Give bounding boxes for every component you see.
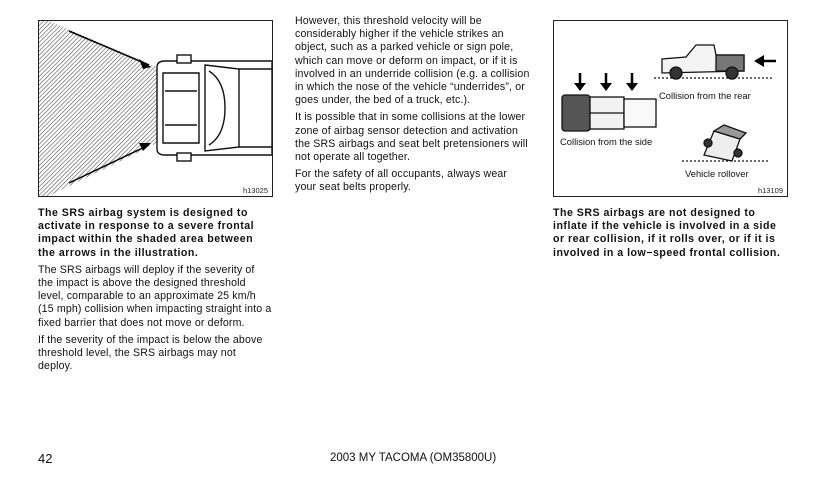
paragraph-below-threshold: If the severity of the impact is below the above threshold level, the SRS airbags may not deploy. bbox=[38, 333, 263, 373]
paragraph-safety: For the safety of all occupants, always wear your seat belts properly. bbox=[295, 168, 508, 194]
side-collision-truck bbox=[562, 95, 656, 131]
frontal-impact-figure bbox=[38, 20, 273, 197]
label-rear-collision: Collision from the rear bbox=[659, 90, 751, 101]
figure-id: h13025 bbox=[242, 186, 268, 195]
label-side-collision: Collision from the side bbox=[560, 136, 653, 147]
page-number: 42 bbox=[38, 451, 53, 466]
footer-title: 2003 MY TACOMA (OM35800U) bbox=[330, 452, 497, 464]
label-vehicle-rollover: Vehicle rollover bbox=[685, 168, 749, 179]
rollover-truck bbox=[682, 125, 769, 161]
paragraph-lower-zone: It is possible that in some collisions at the lower zone of airbag sensor detection and activation the SRS airbags and seat belt pretensioners will not operate all together. bbox=[295, 111, 528, 164]
vehicle-top-view bbox=[157, 55, 272, 161]
column-1 bbox=[38, 207, 272, 377]
frontal-impact-illustration bbox=[39, 21, 272, 196]
figure-id: h13109 bbox=[757, 186, 783, 195]
non-deploy-figure bbox=[553, 20, 788, 197]
non-deploy-illustration bbox=[554, 21, 787, 196]
paragraph-threshold-velocity: However, this threshold velocity will be considerably higher if the vehicle strikes an object, such as a parked vehicle or sign pole, which can move or deform on impact, or if it is involved in an underride collision (e.g. a collision in which the nose of the vehicle “underrides”, or goes under, the bed of a truck, etc.). bbox=[295, 15, 530, 107]
column-3 bbox=[553, 207, 788, 264]
caption-no-inflation: The SRS airbags are not designed to inflate if the vehicle is involved in a side or rear collision, if it rolls over, or if it is involved in a low−speed frontal collision. bbox=[553, 207, 781, 259]
caption-airbag-activation: The SRS airbag system is designed to activate in response to a severe frontal impact within the shaded area between the arrows in the illustration. bbox=[38, 207, 255, 259]
side-impact-arrows bbox=[574, 73, 638, 91]
paragraph-deploy-threshold: The SRS airbags will deploy if the severity of the impact is above the designed threshold level, comparable to an approximate 25 km/h (15 mph) collision when impacting straight into a fixed barrier that does not move or deform. bbox=[38, 263, 272, 329]
rear-impact-arrow bbox=[754, 55, 776, 67]
column-2 bbox=[295, 15, 530, 199]
